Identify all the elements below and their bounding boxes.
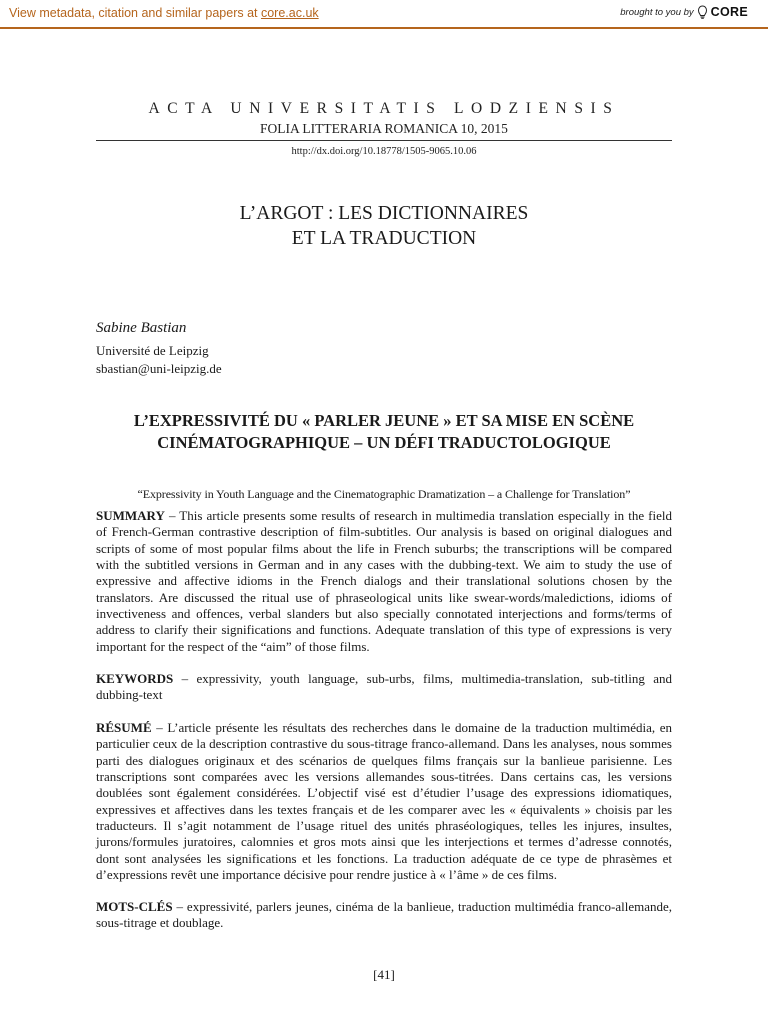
core-logo-icon [697,5,708,19]
page-number: [41] [373,967,395,982]
author-affiliation: Université de Leipzig [96,343,209,358]
core-metadata-notice [9,6,319,20]
motscles-text: – expressivité, parlers jeunes, cinéma de la banlieue, traduction multimédia franco-allemande, sous-titrage et doublage. [96,899,672,931]
motscles-paragraph [96,899,672,932]
english-title: “Expressivity in Youth Language and the Cinematographic Dramatization – a Challenge for Translation” [137,487,631,501]
resume-paragraph [96,720,672,883]
core-banner [0,0,768,29]
header-rule [96,140,672,141]
journal-name: ACTA UNIVERSITATIS LODZIENSIS [148,100,620,117]
brought-by-text: brought to you by [620,6,694,18]
core-logo-text: CORE [710,5,748,19]
journal-series: FOLIA LITTERARIA ROMANICA 10, 2015 [260,121,508,136]
core-metadata-text: View metadata, citation and similar papers at [9,6,261,20]
doi-link[interactable]: http://dx.doi.org/10.18778/1505-9065.10.06 [291,146,477,157]
resume-text: – L’article présente les résultats des recherches dans le domaine de la traduction multimédia, en particulier ceux de la description contrastive du sous-titrage franco-allemand. Dans les analyses, nous sommes parti des dialogues originaux et des scénarios de quelques films français sur la banlieue parisienne. Les transcriptions sont comparées avec les versions allemandes sous-titrées. Dans certains cas, les versions doublées sont également considérées. L’objectif visé est d’étudier l’usage des expressions idiomatiques, expressives et affectives dans les textes français et de les comparer avec les « équivalents » choisis par les traducteurs. Il s’agit notamment de l’usage rituel des unités phraséologiques, telles les injures, insultes, jurons/formules juratoires, calomnies et gros mots ainsi que les interjections et termes d’adresse connotés, dont sont analysées les significations et les fonctions. La traduction adéquate de ce type de phrasèmes et d’expressions revêt une importance décisive pour rendre justice à « l’âme » de ces films. [96,720,672,883]
subtitle-line-2: CINÉMATOGRAPHIQUE – UN DÉFI TRADUCTOLOGIQUE [157,433,611,452]
summary-label: SUMMARY [96,508,165,523]
title-line-1: L’ARGOT : LES DICTIONNAIRES [239,203,529,224]
core-link[interactable]: core.ac.uk [260,6,319,20]
resume-label: RÉSUMÉ [96,720,152,735]
summary-text: – This article presents some results of research in multimedia translation especially in the field of French-German contrastive description of film-subtitles. Our analysis is based on original dialogues and scripts of some of most popular films about the life in French suburbs; the transcriptions will be compared with the subtitled versions in German and in any cases with the dubbing-text. We aim to study the use of expressive and affective idioms in the French dialogs and their translational solutions chosen by the translators. Are discussed the ritual use of phraseological units like swear-words/maledictions, idioms of invectiveness and offences, verbal slanders but also specially connotated interjections and forms/terms of address to clarify their significations and functions. Adequate translation of this type of expressions is very important for the respect of the “aim” of those films. [96,508,672,654]
author-name: Sabine Bastian [96,320,187,336]
author-affiliation-block [96,342,222,378]
subtitle-line-1: L’EXPRESSIVITÉ DU « PARLER JEUNE » ET SA MISE EN SCÈNE [133,411,635,430]
core-branding[interactable] [620,5,748,19]
title-line-2: ET LA TRADUCTION [291,228,477,249]
motscles-label: MOTS-CLÉS [96,899,173,914]
keywords-label: KEYWORDS [96,671,174,686]
article-title [96,201,672,251]
article-subtitle [96,410,672,454]
author-email[interactable]: sbastian@uni-leipzig.de [96,361,222,376]
keywords-text: – expressivity, youth language, sub-urbs, films, multimedia-translation, sub-titling and dubbing-text [96,671,672,703]
summary-paragraph [96,508,672,655]
keywords-paragraph [96,671,672,704]
